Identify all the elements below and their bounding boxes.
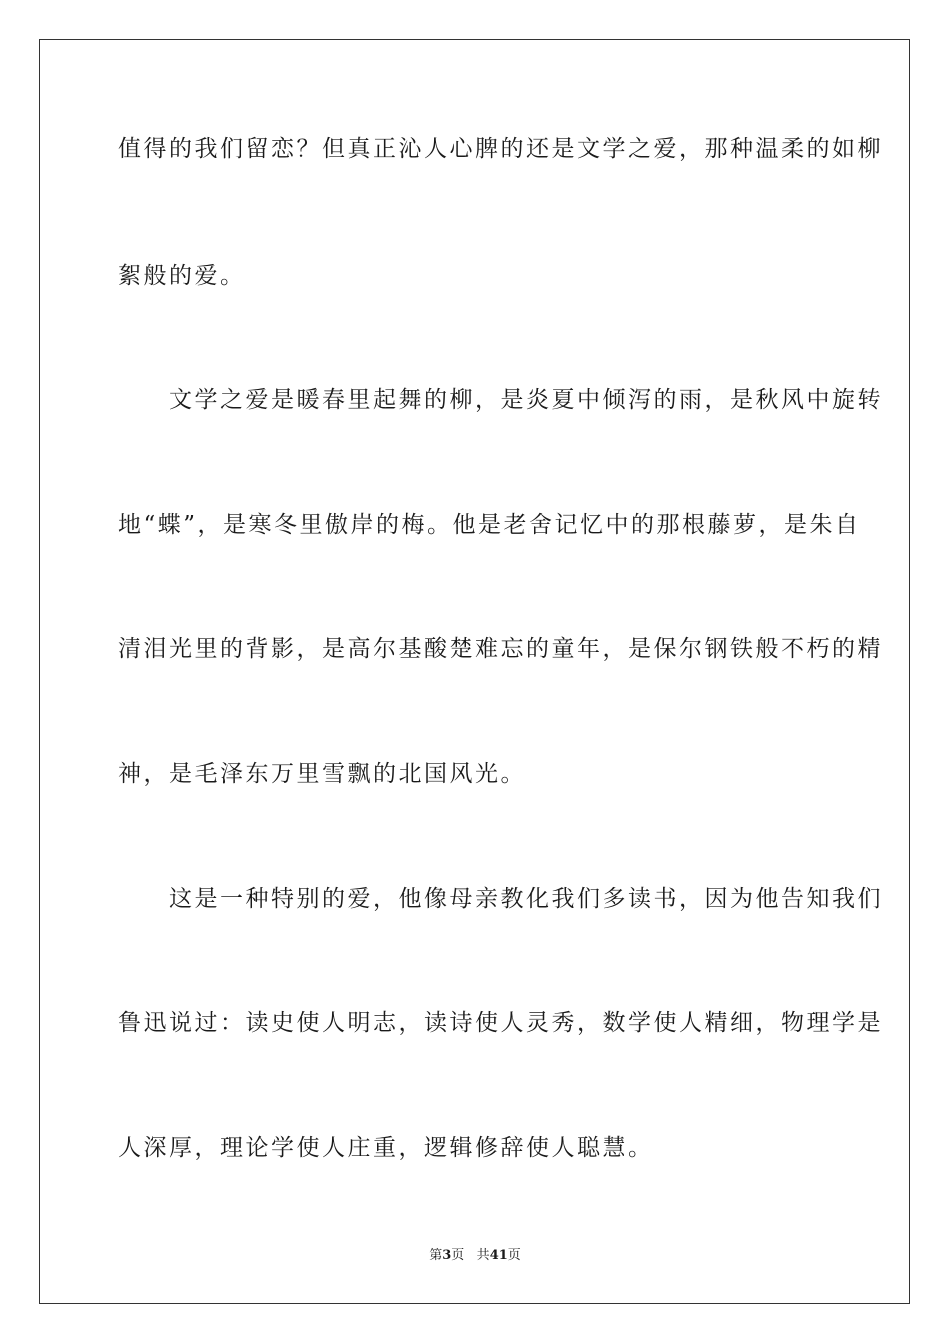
paragraph-line: 鲁迅说过：读史使人明志，读诗使人灵秀，数学使人精细，物理学是	[118, 1010, 883, 1036]
paragraph-line: 神，是毛泽东万里雪飘的北国风光。	[118, 761, 526, 787]
paragraph-line: 值得的我们留恋？但真正沁人心脾的还是文学之爱，那种温柔的如柳	[118, 136, 883, 162]
paragraph-line: 文学之爱是暖春里起舞的柳，是炎夏中倾泻的雨，是秋风中旋转	[118, 387, 883, 413]
page-footer	[0, 1247, 950, 1265]
total-suffix: 页	[507, 1248, 521, 1263]
paragraph-line: 人深厚，理论学使人庄重，逻辑修辞使人聪慧。	[118, 1135, 654, 1161]
page-number: 3	[442, 1248, 452, 1263]
paragraph-line: 絮般的爱。	[118, 263, 246, 289]
total-prefix: 共	[476, 1248, 490, 1263]
page-prefix: 第	[429, 1248, 443, 1263]
total-pages: 41	[489, 1248, 508, 1263]
paragraph-line: 清泪光里的背影，是高尔基酸楚难忘的童年，是保尔钢铁般不朽的精	[118, 636, 883, 662]
paragraph-line: 地“蝶”，是寒冬里傲岸的梅。他是老舍记忆中的那根藤萝，是朱自	[118, 512, 861, 538]
paragraph-line: 这是一种特别的爱，他像母亲教化我们多读书，因为他告知我们	[118, 886, 883, 912]
page-suffix: 页	[451, 1248, 465, 1263]
page-border	[39, 39, 910, 1304]
